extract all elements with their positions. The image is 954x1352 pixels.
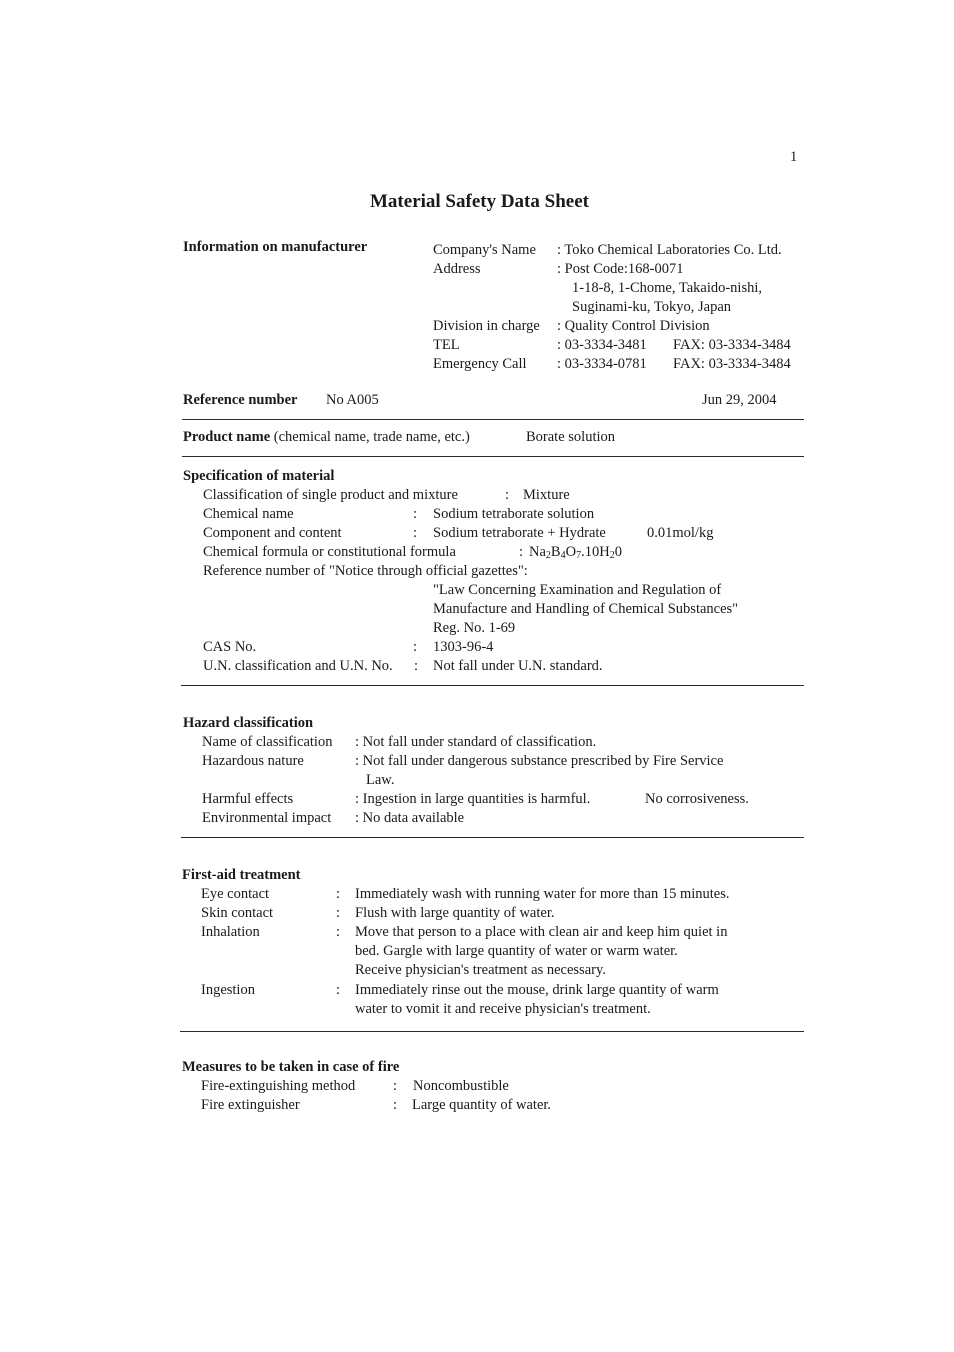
- un-label: U.N. classification and U.N. No.: [203, 658, 393, 674]
- divider: [181, 685, 804, 686]
- chemical-formula: $Na_2B_4O_7.10H_20$: [529, 544, 622, 561]
- divider: [182, 419, 804, 420]
- inhalation-line-3: Receive physician's treatment as necessary.: [355, 962, 606, 978]
- notice-label: Reference number of "Notice through official gazettes":: [203, 563, 528, 579]
- skin-contact-value: Flush with large quantity of water.: [355, 905, 555, 921]
- chemical-name-label: Chemical name: [203, 506, 294, 522]
- eye-contact-label: Eye contact: [201, 886, 270, 902]
- divider: [180, 1031, 804, 1032]
- un-value: Not fall under U.N. standard.: [433, 658, 603, 674]
- ingestion-line-2: water to vomit it and receive physician's treatment.: [355, 1001, 651, 1017]
- reference-date: Jun 29, 2004: [702, 392, 777, 408]
- specification-heading: Specification of material: [183, 468, 335, 484]
- colon: :: [414, 658, 419, 674]
- colon: :: [519, 544, 524, 560]
- inhalation-line-1: Move that person to a place with clean air and keep him quiet in: [355, 924, 728, 940]
- division-value: : Quality Control Division: [557, 318, 710, 334]
- tel-fax: FAX: 03-3334-3484: [673, 337, 791, 353]
- hazard-nature-value: : Not fall under dangerous substance prescribed by Fire Service: [355, 753, 724, 769]
- chemical-name-value: Sodium tetraborate solution: [433, 506, 595, 522]
- division-label: Division in charge: [433, 318, 540, 334]
- notice-line-2: Manufacture and Handling of Chemical Substances": [433, 601, 739, 617]
- component-label: Component and content: [203, 525, 342, 541]
- inhalation-label: Inhalation: [201, 924, 260, 940]
- classification-label: Classification of single product and mixture: [203, 487, 458, 503]
- divider: [182, 456, 804, 457]
- divider: [181, 837, 804, 838]
- manufacturer-heading: Information on manufacturer: [183, 239, 368, 255]
- address-line-2: 1-18-8, 1-Chome, Takaido-nishi,: [572, 280, 763, 296]
- document-title: Material Safety Data Sheet: [370, 191, 589, 212]
- cas-value: 1303-96-4: [433, 639, 494, 655]
- fire-method-value: Noncombustible: [413, 1078, 509, 1094]
- harmful-effects-label: Harmful effects: [202, 791, 294, 807]
- eye-contact-value: Immediately wash with running water for more than 15 minutes.: [355, 886, 730, 902]
- cas-label: CAS No.: [203, 639, 257, 655]
- fire-extinguisher-label: Fire extinguisher: [201, 1097, 300, 1113]
- hazard-nature-value-2: Law.: [366, 772, 395, 788]
- fire-measures-heading: Measures to be taken in case of fire: [182, 1059, 400, 1075]
- emergency-label: Emergency Call: [433, 356, 527, 372]
- reference-label: Reference number: [183, 392, 298, 408]
- address-line-1: : Post Code:168-0071: [557, 261, 684, 277]
- address-label: Address: [433, 261, 481, 277]
- colon: :: [413, 525, 418, 541]
- inhalation-line-2: bed. Gargle with large quantity of water or warm water.: [355, 943, 678, 959]
- hazard-heading: Hazard classification: [183, 715, 314, 731]
- product-name-label: [183, 428, 470, 447]
- component-value: Sodium tetraborate + Hydrate: [433, 525, 606, 541]
- colon: :: [393, 1078, 398, 1094]
- notice-line-1: "Law Concerning Examination and Regulation of: [433, 582, 722, 598]
- colon: :: [505, 487, 510, 503]
- product-name-label-bold: Product name: [183, 429, 271, 445]
- hazard-nature-label: Hazardous nature: [202, 753, 304, 769]
- environmental-impact-label: Environmental impact: [202, 810, 332, 826]
- fire-extinguisher-value: Large quantity of water.: [412, 1097, 552, 1113]
- fire-method-label: Fire-extinguishing method: [201, 1078, 356, 1094]
- page-number: 1: [790, 149, 798, 165]
- hazard-name-label: Name of classification: [202, 734, 333, 750]
- address-line-3: Suginami-ku, Tokyo, Japan: [572, 299, 732, 315]
- ingestion-line-1: Immediately rinse out the mouse, drink large quantity of warm: [355, 982, 719, 998]
- hazard-name-value: : Not fall under standard of classification.: [355, 734, 597, 750]
- tel-label: TEL: [433, 337, 460, 353]
- colon: :: [336, 924, 341, 940]
- component-amount: 0.01mol/kg: [647, 525, 714, 541]
- formula-label: Chemical formula or constitutional formula: [203, 544, 456, 560]
- colon: :: [413, 639, 418, 655]
- company-label: Company's Name: [433, 242, 536, 258]
- colon: :: [393, 1097, 398, 1113]
- colon: :: [413, 506, 418, 522]
- colon: :: [336, 982, 341, 998]
- tel-value: : 03-3334-3481: [557, 337, 647, 353]
- emergency-value: : 03-3334-0781: [557, 356, 647, 372]
- product-name-value: Borate solution: [526, 429, 616, 445]
- environmental-impact-value: : No data available: [355, 810, 465, 826]
- ingestion-label: Ingestion: [201, 982, 255, 998]
- notice-line-3: Reg. No. 1-69: [433, 620, 516, 636]
- classification-value: Mixture: [523, 487, 570, 503]
- emergency-fax: FAX: 03-3334-3484: [673, 356, 791, 372]
- skin-contact-label: Skin contact: [201, 905, 274, 921]
- product-name-label-rest: (chemical name, trade name, etc.): [273, 429, 470, 445]
- harmful-effects-value: : Ingestion in large quantities is harmful.: [355, 791, 591, 807]
- first-aid-heading: First-aid treatment: [182, 867, 301, 883]
- harmful-effects-extra: No corrosiveness.: [645, 791, 749, 807]
- colon: :: [336, 905, 341, 921]
- company-value: : Toko Chemical Laboratories Co. Ltd.: [557, 242, 782, 258]
- reference-number: No A005: [326, 392, 379, 408]
- colon: :: [336, 886, 341, 902]
